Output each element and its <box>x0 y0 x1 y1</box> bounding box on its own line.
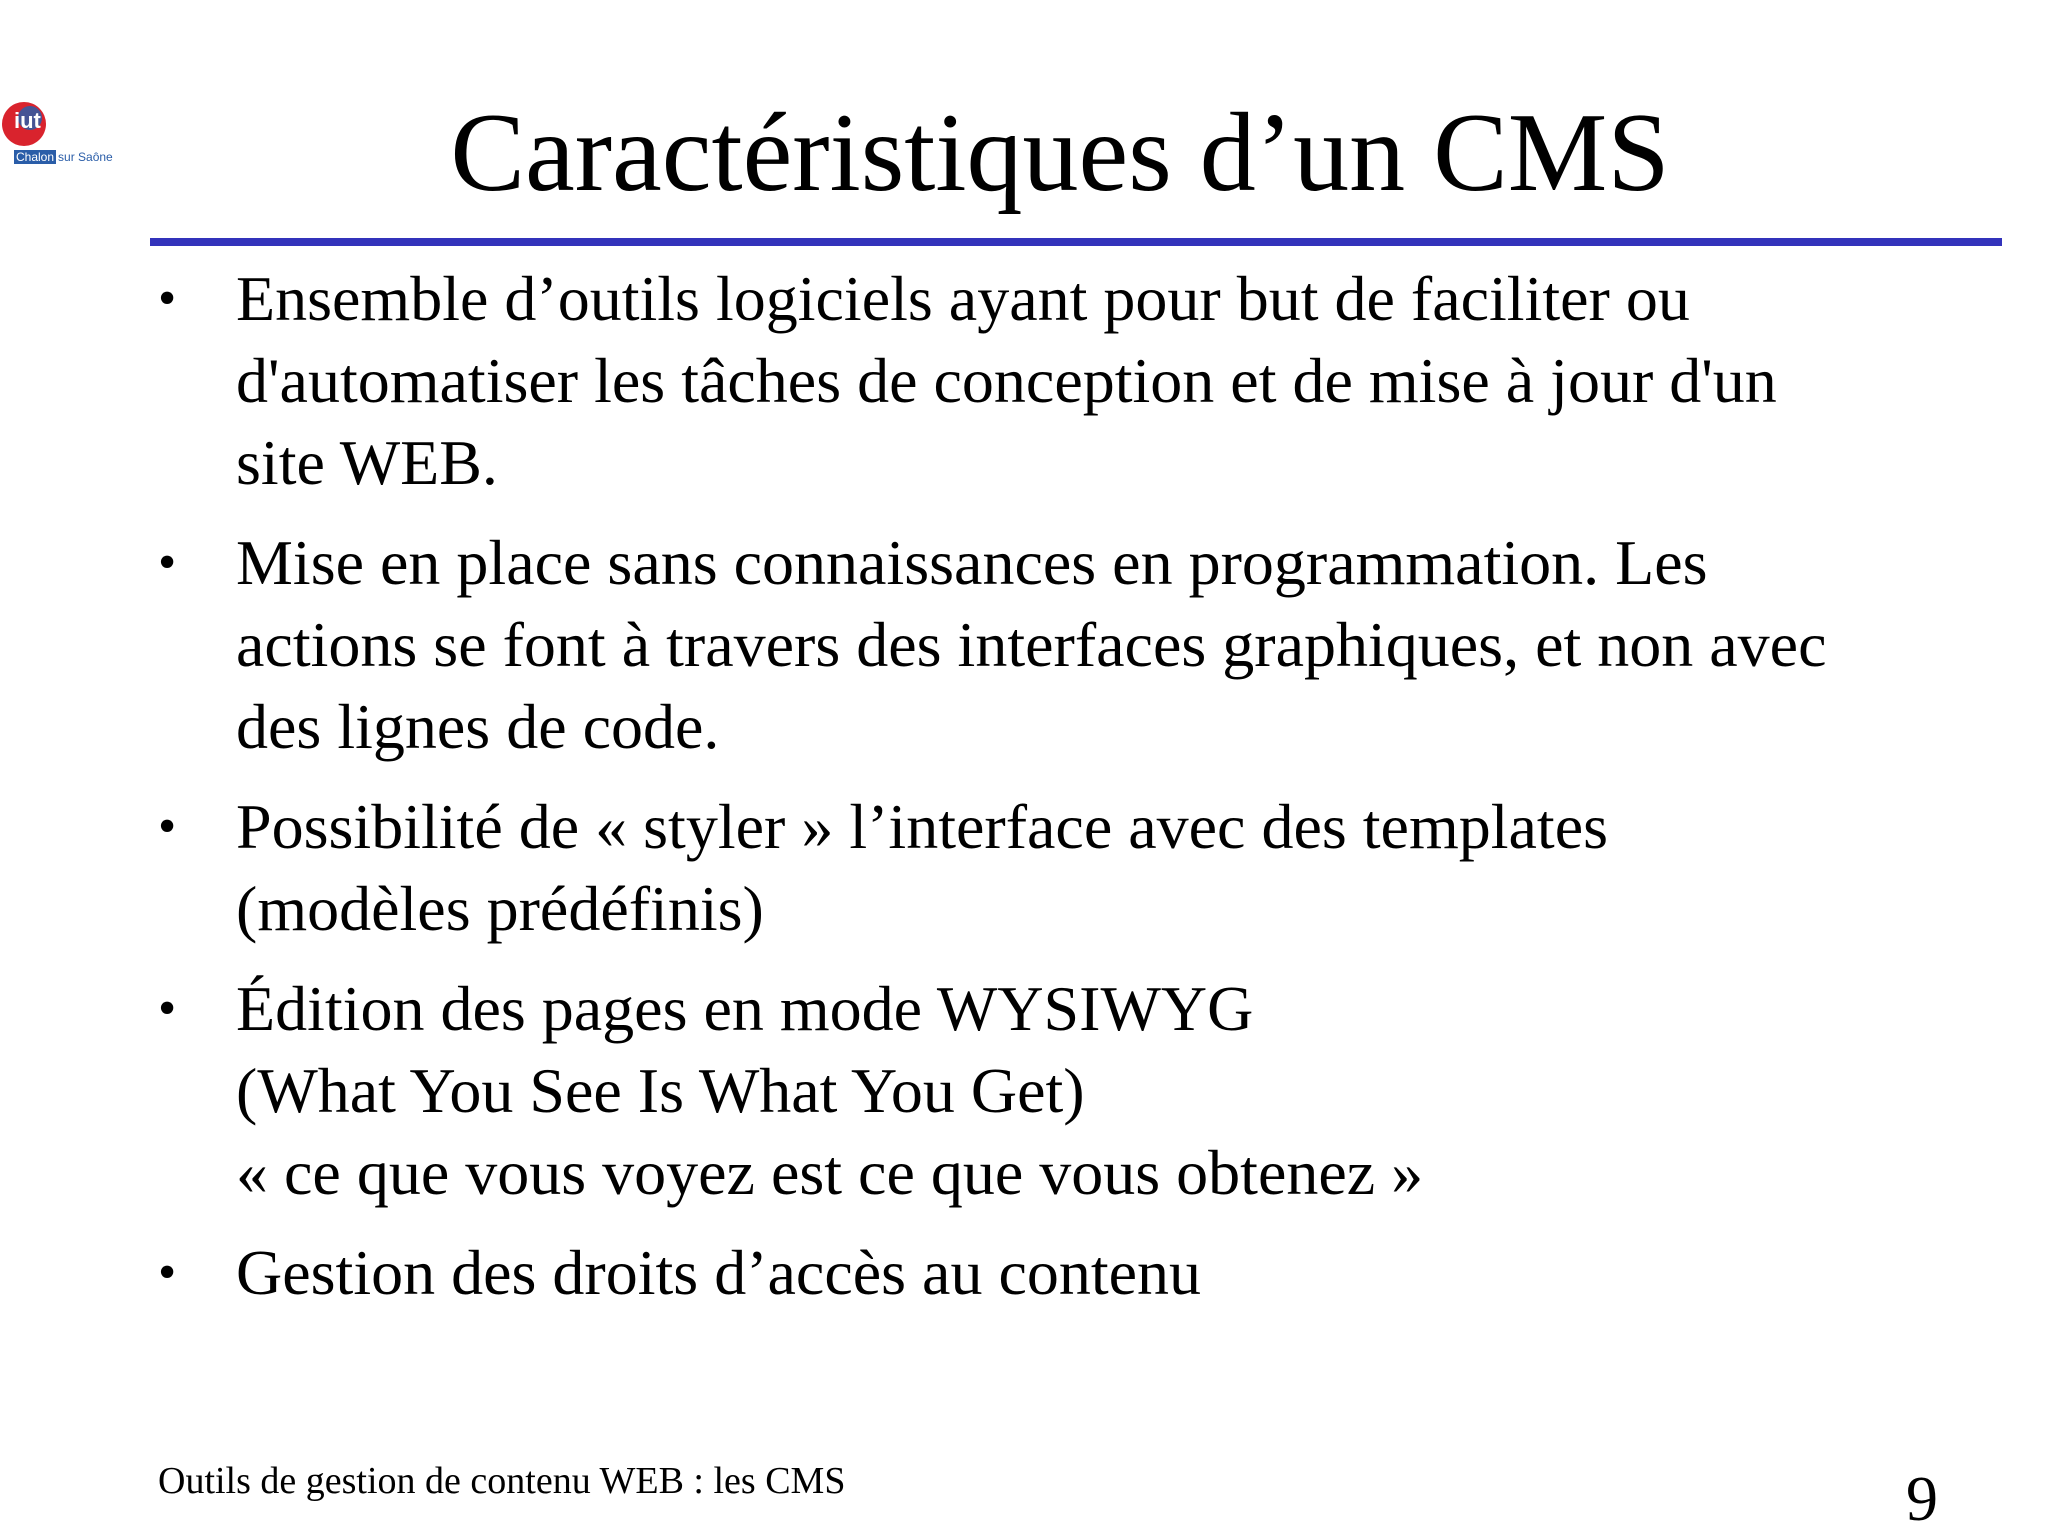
bullet-line: d'automatiser les tâches de conception et de mise à jour d'un <box>236 345 1777 416</box>
bullet-line: site WEB. <box>236 427 498 498</box>
logo-wordmark <box>14 150 113 164</box>
bullet-line: Ensemble d’outils logiciels ayant pour but de faciliter ou <box>236 263 1690 334</box>
bullet-line: (modèles prédéfinis) <box>236 873 764 944</box>
bullet-dot: • <box>158 1244 177 1301</box>
bullet-item <box>150 258 1970 504</box>
slide-title: Caractéristiques d’un CMS <box>450 91 1670 215</box>
bullet-line: Gestion des droits d’accès au contenu <box>236 1237 1202 1308</box>
bullet-line: « ce que vous voyez est ce que vous obtenez » <box>236 1137 1424 1208</box>
bullet-item <box>150 968 1970 1214</box>
bullet-list <box>150 258 1970 1332</box>
bullet-line: (What You See Is What You Get) <box>236 1055 1085 1126</box>
logo-badge-text: iut <box>14 108 41 133</box>
footer-text: Outils de gestion de contenu WEB : les CMS <box>158 1460 846 1502</box>
bullet-dot: • <box>158 534 177 591</box>
title-rule <box>150 238 2002 246</box>
bullet-item <box>150 522 1970 768</box>
logo-suffix: sur Saône <box>58 150 113 164</box>
logo-city: Chalon <box>16 150 55 164</box>
iut-chalon-logo <box>0 100 145 172</box>
bullet-dot: • <box>158 270 177 327</box>
bullet-dot: • <box>158 980 177 1037</box>
bullet-line: Possibilité de « styler » l’interface avec des templates <box>236 791 1608 862</box>
bullet-dot: • <box>158 798 177 855</box>
page-number: 9 <box>1906 1463 1938 1534</box>
bullet-item <box>150 786 1970 950</box>
bullet-line: Mise en place sans connaissances en programmation. Les <box>236 527 1708 598</box>
bullet-line: des lignes de code. <box>236 691 720 762</box>
bullet-item <box>150 1232 1970 1314</box>
bullet-line: Édition des pages en mode WYSIWYG <box>236 973 1254 1044</box>
bullet-line: actions se font à travers des interfaces graphiques, et non avec <box>236 609 1827 680</box>
